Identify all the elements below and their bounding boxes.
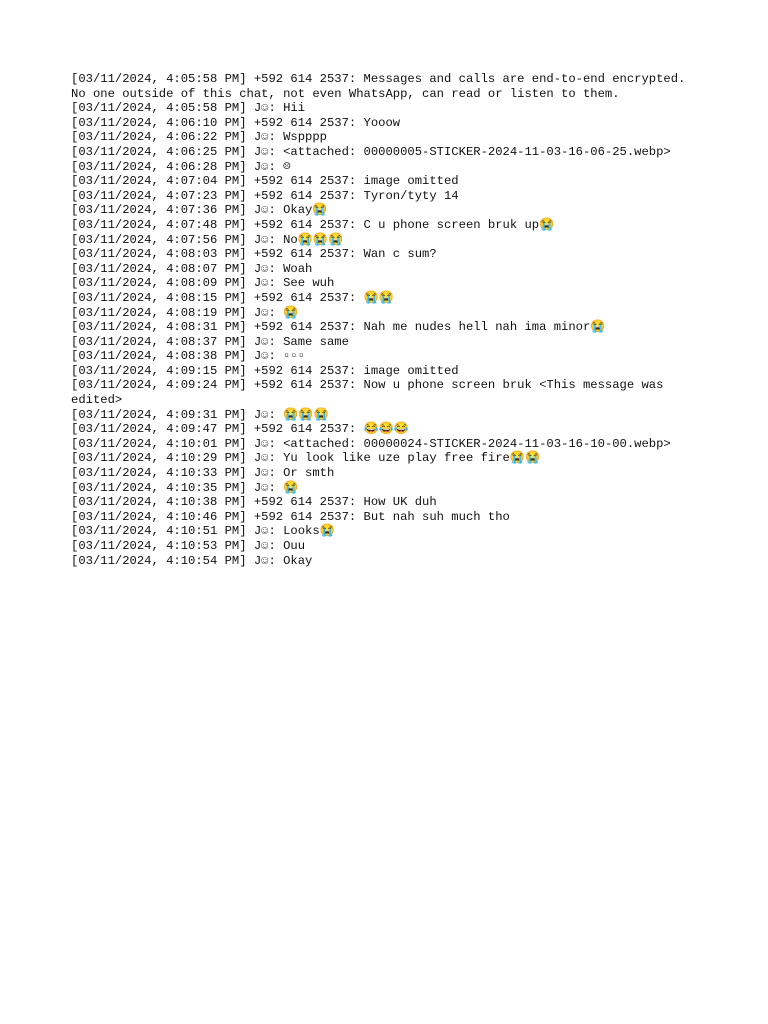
chat-line: [03/11/2024, 4:10:54 PM] J☺: Okay xyxy=(71,553,313,568)
chat-line: [03/11/2024, 4:10:33 PM] J☺: Or smth xyxy=(71,466,335,481)
chat-line: [03/11/2024, 4:10:35 PM] J☺: 😭 xyxy=(71,480,299,495)
chat-line: [03/11/2024, 4:07:56 PM] J☺: No😭😭😭 xyxy=(71,232,344,247)
chat-line: [03/11/2024, 4:09:24 PM] +592 614 2537: Now u phone screen bruk <This message was edited> xyxy=(71,378,671,408)
chat-line: [03/11/2024, 4:09:15 PM] +592 614 2537: image omitted xyxy=(71,363,459,378)
chat-line: [03/11/2024, 4:10:46 PM] +592 614 2537: But nah suh much tho xyxy=(71,509,510,524)
chat-line: [03/11/2024, 4:10:01 PM] J☺: <attached: 00000024-STICKER-2024-11-03-16-10-00.webp> xyxy=(71,436,671,451)
chat-line: [03/11/2024, 4:07:23 PM] +592 614 2537: Tyron/tyty 14 xyxy=(71,188,459,203)
chat-line: [03/11/2024, 4:07:36 PM] J☺: Okay😭 xyxy=(71,203,328,218)
chat-line: [03/11/2024, 4:09:47 PM] +592 614 2537: 😂😂😂 xyxy=(71,422,410,437)
chat-line: [03/11/2024, 4:06:28 PM] J☺: ☹ xyxy=(71,159,291,174)
chat-line: [03/11/2024, 4:09:31 PM] J☺: 😭😭😭 xyxy=(71,407,329,422)
chat-line: [03/11/2024, 4:10:38 PM] +592 614 2537: How UK duh xyxy=(71,495,437,510)
chat-line: [03/11/2024, 4:08:19 PM] J☺: 😭 xyxy=(71,305,299,320)
chat-line: [03/11/2024, 4:08:07 PM] J☺: Woah xyxy=(71,261,313,276)
chat-line: [03/11/2024, 4:06:22 PM] J☺: Wspppp xyxy=(71,130,327,145)
chat-line: [03/11/2024, 4:08:09 PM] J☺: See wuh xyxy=(71,276,335,291)
chat-line: [03/11/2024, 4:08:31 PM] +592 614 2537: Nah me nudes hell nah ima minor😭 xyxy=(71,320,606,335)
chat-transcript xyxy=(71,72,697,568)
chat-line: [03/11/2024, 4:10:53 PM] J☺: Ouu xyxy=(71,539,306,553)
chat-line: [03/11/2024, 4:08:03 PM] +592 614 2537: Wan c sum? xyxy=(71,247,437,262)
chat-line: [03/11/2024, 4:10:51 PM] J☺: Looks😭 xyxy=(71,524,335,539)
chat-line: [03/11/2024, 4:06:25 PM] J☺: <attached: 00000005-STICKER-2024-11-03-16-06-25.webp> xyxy=(71,144,671,159)
chat-line: [03/11/2024, 4:08:37 PM] J☺: Same same xyxy=(71,334,349,349)
chat-line: [03/11/2024, 4:08:15 PM] +592 614 2537: 😭😭 xyxy=(71,290,394,305)
chat-line: [03/11/2024, 4:07:48 PM] +592 614 2537: C u phone screen bruk up😭 xyxy=(71,217,555,232)
chat-line: [03/11/2024, 4:06:10 PM] +592 614 2537: Yooow xyxy=(71,115,401,130)
chat-line: [03/11/2024, 4:08:38 PM] J☺: ▫▫▫ xyxy=(71,349,306,364)
chat-line: [03/11/2024, 4:05:58 PM] +592 614 2537: Messages and calls are end-to-end encrypted. No one outside of this chat, not even WhatsApp, can read or listen to them. xyxy=(71,72,693,101)
chat-line: [03/11/2024, 4:05:58 PM] J☺: Hii xyxy=(71,101,306,116)
chat-line: [03/11/2024, 4:07:04 PM] +592 614 2537: image omitted xyxy=(71,174,459,189)
chat-line: [03/11/2024, 4:10:29 PM] J☺: Yu look like uze play free fire😭😭 xyxy=(71,451,541,466)
